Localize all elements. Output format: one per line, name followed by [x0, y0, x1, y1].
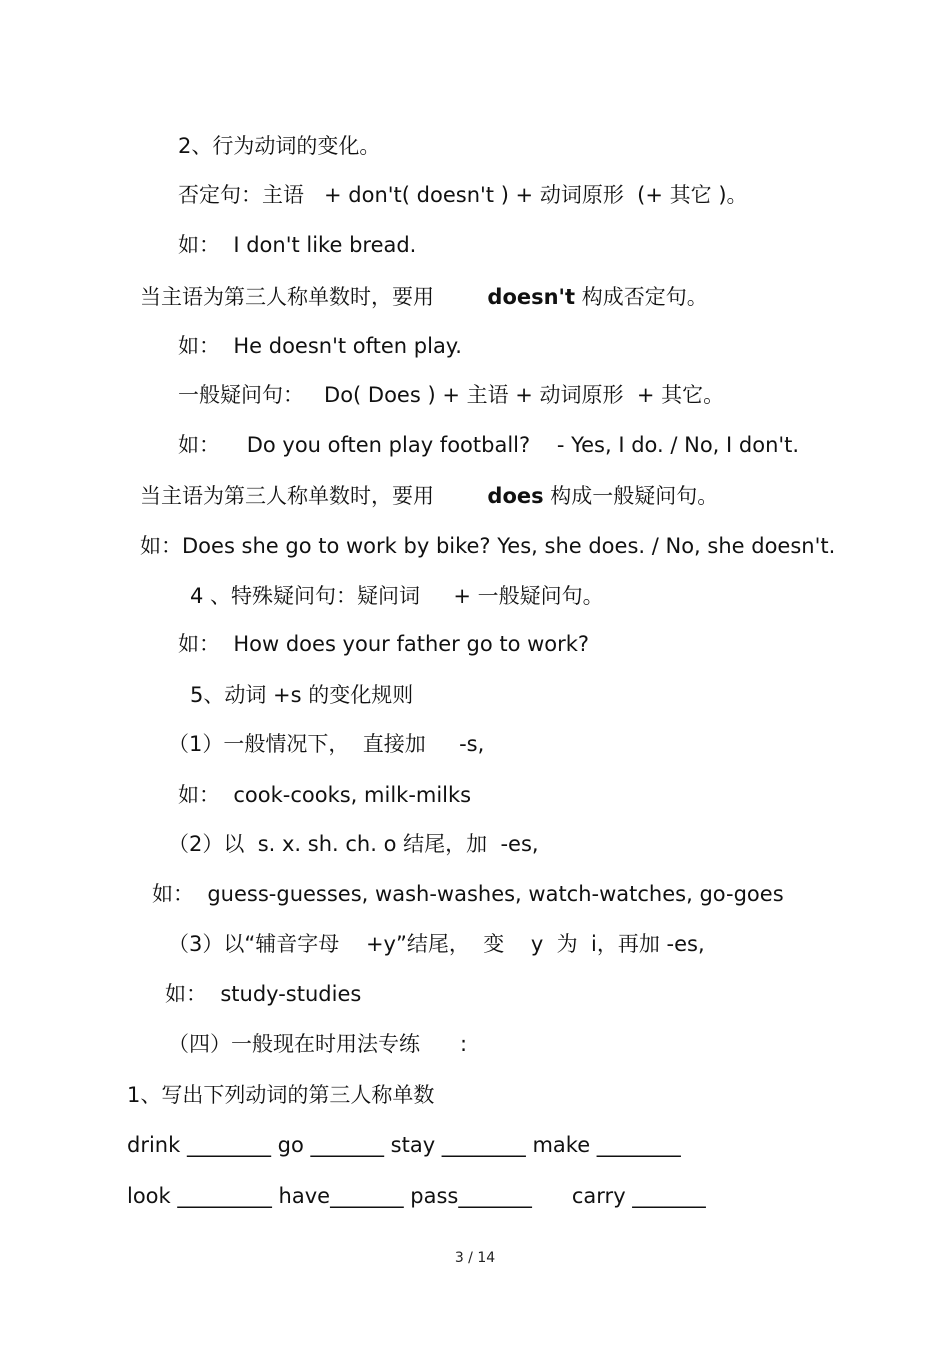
- negative-example: 如： I don't like bread.: [178, 233, 417, 257]
- keyword-does: does: [487, 484, 544, 508]
- rule-3: （3）以“辅音字母 +y”结尾， 变 y 为 i，再加 -es,: [168, 932, 705, 956]
- rule-text: 当主语为第三人称单数时，要用: [140, 484, 488, 508]
- page-number: 3 / 14: [454, 1250, 496, 1266]
- exercise-1-row-2: look _________ have_______ pass_______ carry _______: [127, 1184, 706, 1208]
- question-rule: 一般疑问句： Do( Does ) + 主语 + 动词原形 + 其它。: [178, 383, 725, 407]
- special-question-rule: 4 、特殊疑问句：疑问词 + 一般疑问句。: [190, 584, 604, 608]
- heading-practice: （四）一般现在时用法专练 :: [168, 1032, 468, 1056]
- rule-1-example: 如： cook-cooks, milk-milks: [178, 783, 472, 807]
- special-question-example: 如： How does your father go to work?: [178, 632, 590, 656]
- rule-2: （2）以 s. x. sh. ch. o 结尾，加 -es,: [168, 832, 539, 856]
- rule-text-end: 构成一般疑问句。: [543, 484, 719, 508]
- rule-3-example: 如： study-studies: [165, 982, 362, 1006]
- heading-s-rules: 5、动词 +s 的变化规则: [190, 683, 414, 707]
- heading-verb-changes: 2、行为动词的变化。: [178, 134, 381, 158]
- exercise-1-row-1: drink ________ go _______ stay ________ make ________: [127, 1133, 681, 1157]
- exercise-1-title: 1、写出下列动词的第三人称单数: [127, 1083, 435, 1107]
- third-person-negative-example: 如： He doesn't often play.: [178, 334, 462, 358]
- rule-text-end: 构成否定句。: [575, 285, 708, 309]
- negative-sentence-rule: 否定句：主语 + don't( doesn't ) + 动词原形 (+ 其它 )。: [178, 183, 748, 207]
- rule-1: （1）一般情况下， 直接加 -s,: [168, 732, 485, 756]
- keyword-doesnt: doesn't: [487, 285, 576, 309]
- question-example: 如： Do you often play football? - Yes, I do. / No, I don't.: [178, 433, 800, 457]
- third-person-question-example: 如：Does she go to work by bike? Yes, she does. / No, she doesn't.: [140, 534, 836, 558]
- rule-2-example: 如： guess-guesses, wash-washes, watch-watches, go-goes: [152, 882, 784, 906]
- rule-text: 当主语为第三人称单数时，要用: [140, 285, 488, 309]
- third-person-negative-rule: [140, 283, 708, 311]
- third-person-question-rule: [140, 482, 718, 510]
